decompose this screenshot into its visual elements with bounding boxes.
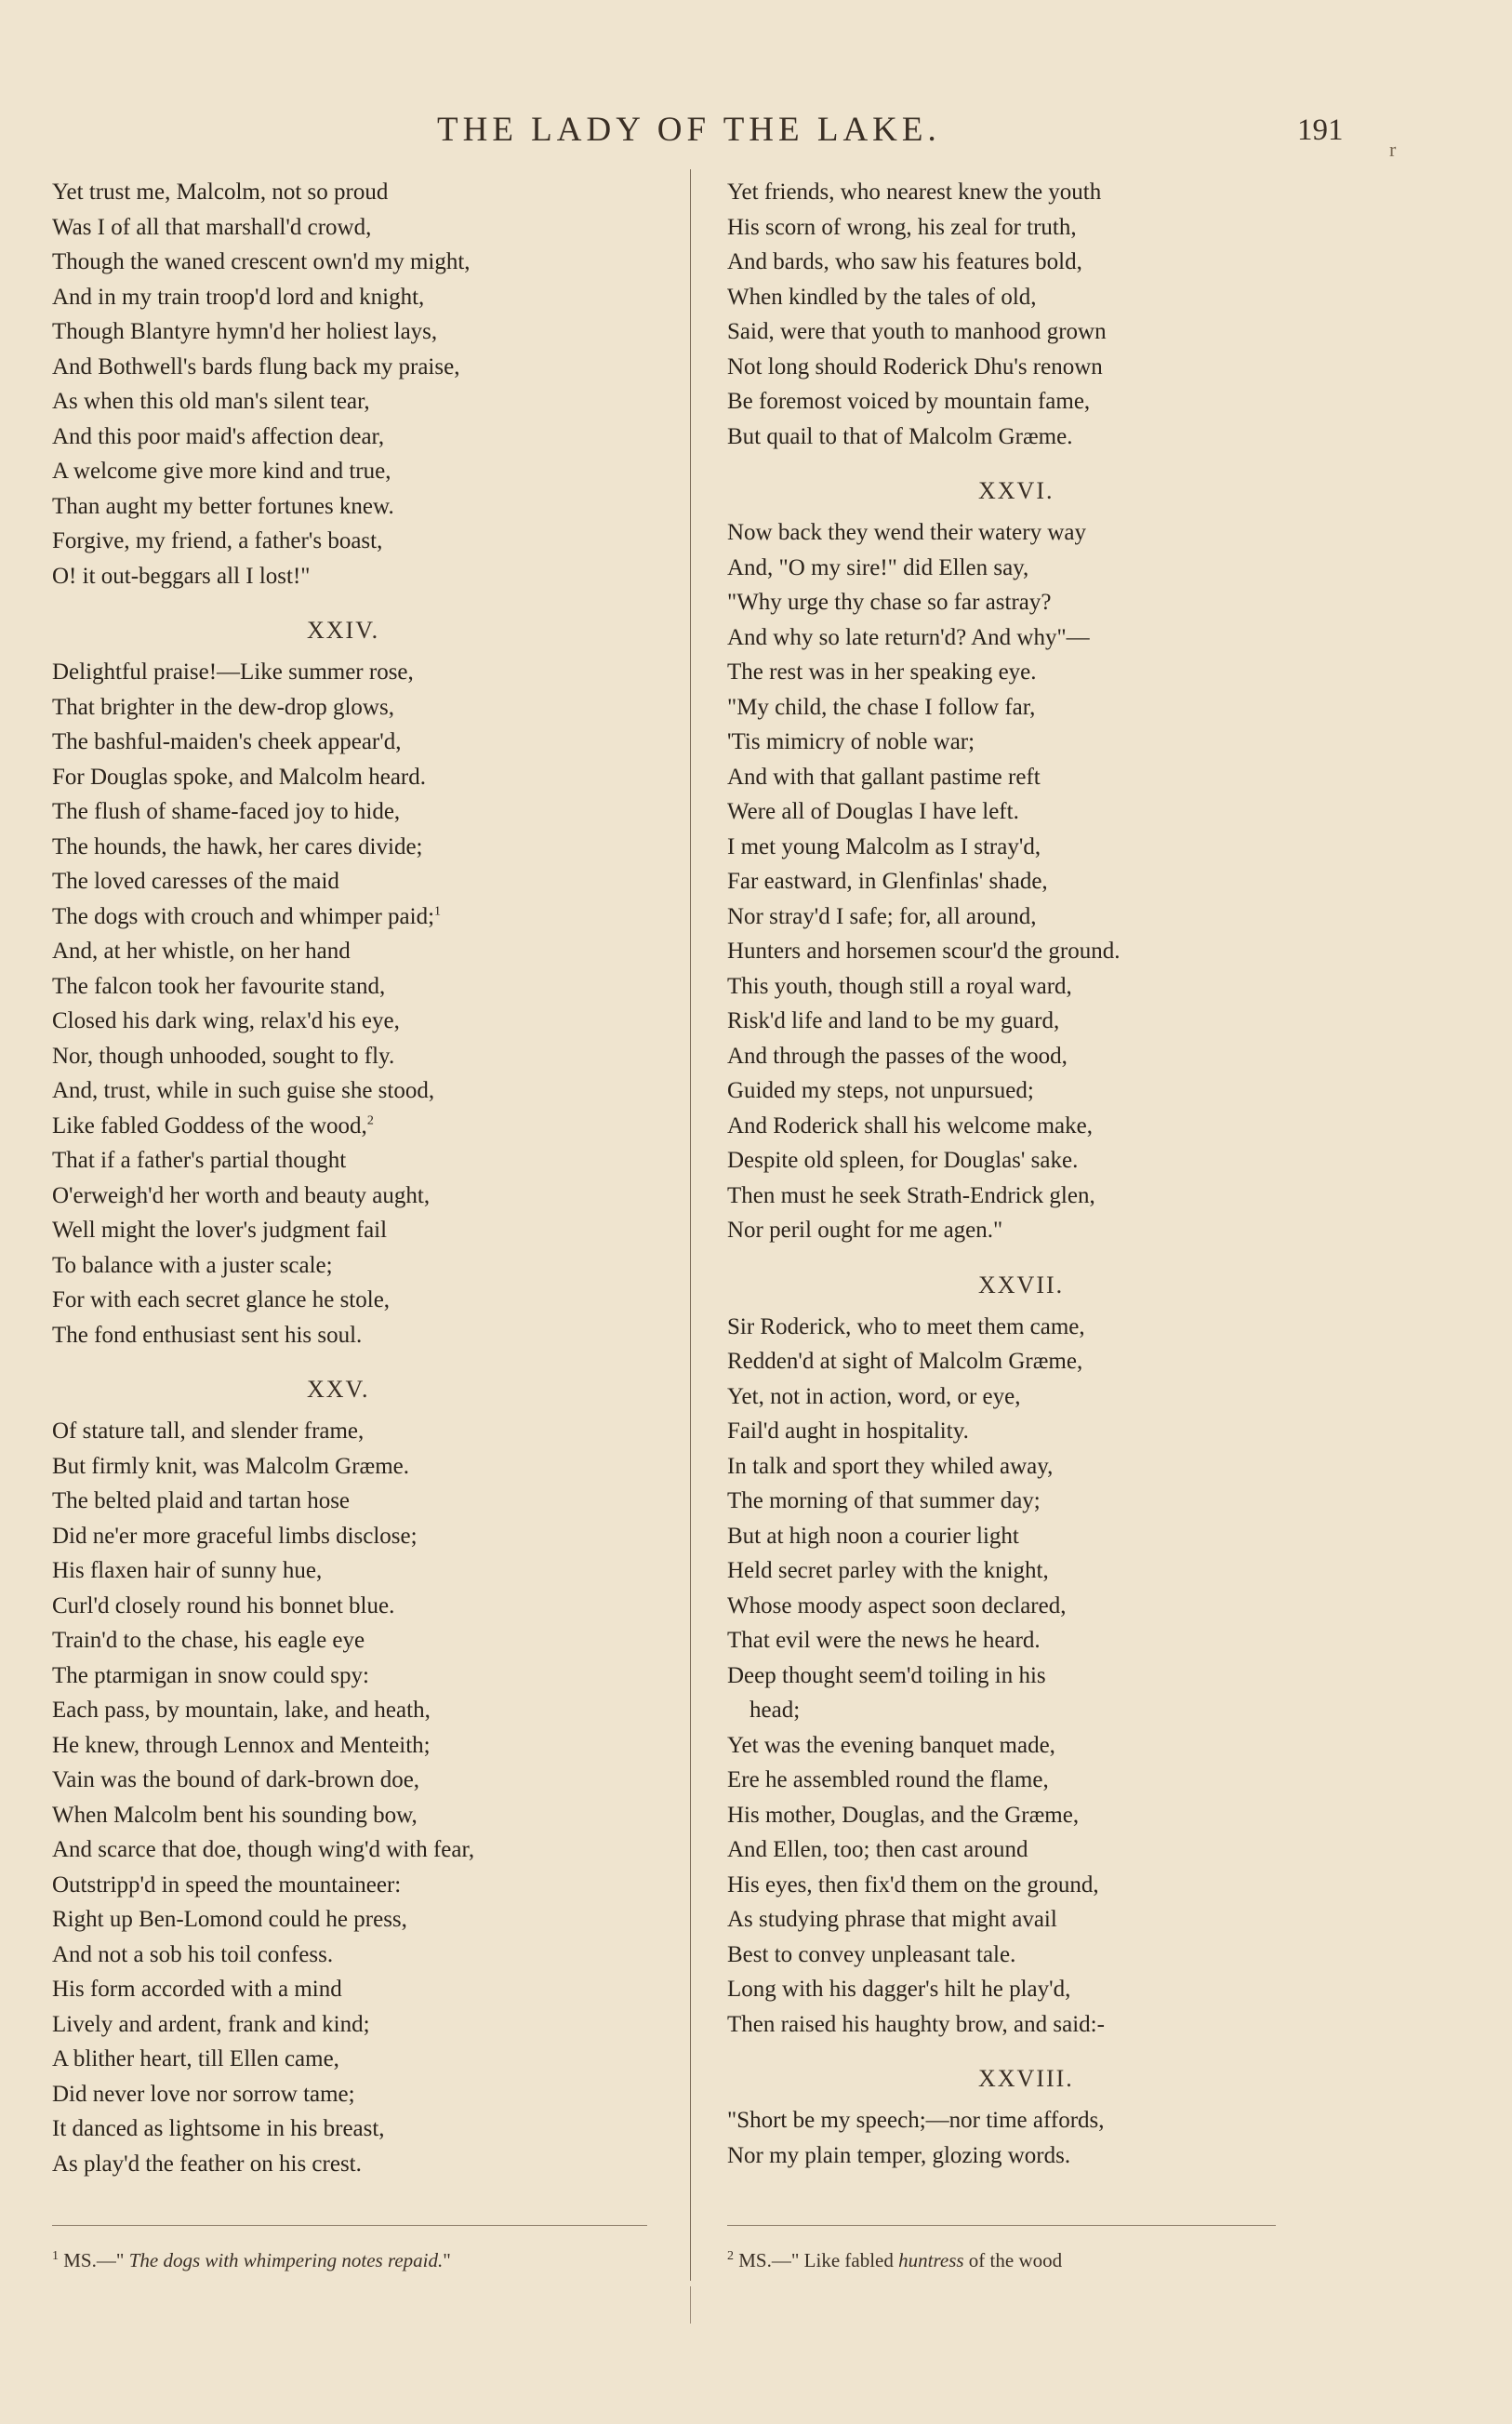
verse-line: As when this old man's silent tear, (52, 389, 370, 414)
verse-line: His flaxen hair of sunny hue, (52, 1558, 323, 1583)
verse-line: Redden'd at sight of Malcolm Græme, (727, 1349, 1083, 1374)
footnote-text: The dogs with whimpering notes repaid. (128, 2249, 444, 2271)
verse-line: The loved caresses of the maid (52, 869, 339, 894)
verse-line: Held secret parley with the knight, (727, 1558, 1049, 1583)
verse-line: The belted plaid and tartan hose (52, 1488, 351, 1513)
verse-line: Be foremost voiced by mountain fame, (727, 389, 1091, 414)
verse-line: And Ellen, too; then cast around (727, 1837, 1028, 1862)
column-divider-tail (690, 2286, 691, 2324)
verse-line: Long with his dagger's hilt he play'd, (727, 1977, 1071, 2002)
stanza-number: XXVI. (978, 477, 1054, 504)
stanza-28 (727, 2051, 1276, 2173)
verse-line: Now back they wend their watery way (727, 520, 1086, 545)
verse-line: Vain was the bound of dark-brown doe, (52, 1767, 420, 1792)
verse-line: And not a sob his toil confess. (52, 1941, 334, 1967)
footnote-marker: 2 (727, 2249, 734, 2263)
verse-line: This youth, though still a royal ward, (727, 973, 1072, 999)
running-title: THE LADY OF THE LAKE. (437, 111, 941, 149)
verse-line: I met young Malcolm as I stray'd, (727, 833, 1041, 859)
verse-line: But firmly knit, was Malcolm Græme. (52, 1453, 409, 1479)
footnote-suffix: of the wood (968, 2249, 1063, 2271)
verse-line: Deep thought seem'd toiling in his (727, 1662, 1046, 1688)
verse-line: His form accorded with a mind (52, 1977, 342, 2002)
verse-line: Best to convey unpleasant tale. (727, 1941, 1016, 1967)
verse-line: Nor stray'd I safe; for, all around, (727, 903, 1037, 929)
verse-line: A blither heart, till Ellen came, (52, 2046, 339, 2071)
verse-line: "My child, the chase I follow far, (727, 694, 1036, 720)
verse-line: And scarce that doe, though wing'd with fear, (52, 1837, 475, 1862)
verse-line: The rest was in her speaking eye. (727, 659, 1037, 685)
stanza-number: XXV. (307, 1376, 370, 1403)
verse-line: Yet, not in action, word, or eye, (727, 1383, 1021, 1409)
verse-line: Each pass, by mountain, lake, and heath, (52, 1698, 431, 1723)
verse-line: The bashful-maiden's cheek appear'd, (52, 729, 402, 754)
verse-line-with-note (52, 899, 666, 935)
right-column (727, 175, 1276, 2173)
verse-line: And, trust, while in such guise she stood, (52, 1078, 435, 1103)
footnote-2 (727, 2249, 1062, 2272)
verse-line: To balance with a juster scale; (52, 1252, 333, 1278)
verse-line: Nor my plain temper, glozing words. (727, 2142, 1071, 2168)
column-divider (690, 169, 691, 2281)
verse-line: For with each secret glance he stole, (52, 1287, 391, 1312)
verse-line: And with that gallant pastime reft (727, 764, 1041, 790)
footnote-rule-left (52, 2225, 647, 2226)
verse-line: 'Tis mimicry of noble war; (727, 729, 975, 754)
verse-line: Did never love nor sorrow tame; (52, 2081, 355, 2107)
verse-line: Whose moody aspect soon declared, (727, 1592, 1067, 1618)
verse-line: That evil were the news he heard. (727, 1628, 1041, 1653)
verse-line: Yet trust me, Malcolm, not so proud (52, 180, 389, 205)
page-header (0, 110, 1512, 161)
left-column (52, 175, 666, 2181)
verse-line: Lively and ardent, frank and kind; (52, 2011, 370, 2037)
verse-line: Well might the lover's judgment fail (52, 1218, 388, 1243)
footnote-prefix: MS.—" (63, 2249, 125, 2271)
footnote-suffix: " (443, 2249, 451, 2271)
verse-line: And why so late return'd? And why"— (727, 624, 1090, 650)
verse-line: Delightful praise!—Like summer rose, (52, 659, 414, 685)
verse-line: Closed his dark wing, relax'd his eye, (52, 1008, 400, 1033)
verse-line: And Bothwell's bards flung back my praise, (52, 353, 460, 380)
verse-line: Though Blantyre hymn'd her holiest lays, (52, 319, 438, 344)
stanza-number: XXVII. (978, 1271, 1065, 1299)
verse-text: The dogs with crouch and whimper paid; (52, 903, 435, 929)
verse-line: And, at her whistle, on her hand (52, 939, 351, 964)
verse-line: Fail'd aught in hospitality. (727, 1418, 969, 1444)
verse-line: O'erweigh'd her worth and beauty aught, (52, 1182, 431, 1208)
stanza-26 (727, 463, 1276, 1248)
verse-line: Right up Ben-Lomond could he press, (52, 1907, 407, 1932)
verse-line: Not long should Roderick Dhu's renown (727, 353, 1103, 380)
stanza-27 (727, 1258, 1276, 2043)
verse-line: Far eastward, in Glenfinlas' shade, (727, 869, 1048, 894)
stanza-25-ending (727, 175, 1276, 454)
verse-line: The flush of shame-faced joy to hide, (52, 799, 401, 824)
verse-line-continuation: head; (749, 1698, 801, 1723)
verse-line: Nor peril ought for me agen." (727, 1218, 1003, 1243)
verse-line: Were all of Douglas I have left. (727, 799, 1019, 824)
verse-line: Then raised his haughty brow, and said:- (727, 2011, 1105, 2037)
verse-line: Nor, though unhooded, sought to fly. (52, 1043, 395, 1069)
verse-line: Despite old spleen, for Douglas' sake. (727, 1148, 1079, 1173)
verse-line: He knew, through Lennox and Menteith; (52, 1732, 431, 1758)
page-number: 191 (1297, 113, 1344, 147)
stanza-number: XXVIII. (978, 2065, 1074, 2092)
verse-line: O! it out-beggars all I lost!" (52, 563, 311, 589)
verse-line: Curl'd closely round his bonnet blue. (52, 1592, 395, 1618)
verse-text: Like fabled Goddess of the wood, (52, 1112, 367, 1139)
stanza-number: XXIV. (307, 617, 380, 644)
verse-line: "Why urge thy chase so far astray? (727, 590, 1052, 615)
verse-line: That if a father's partial thought (52, 1148, 347, 1173)
verse-line: That brighter in the dew-drop glows, (52, 694, 394, 720)
verse-line: And bards, who saw his features bold, (727, 249, 1082, 274)
verse-line: The ptarmigan in snow could spy: (52, 1662, 369, 1688)
verse-line: And in my train troop'd lord and knight, (52, 284, 425, 310)
verse-line: As play'd the feather on his crest. (52, 2151, 362, 2177)
verse-line: Ere he assembled round the flame, (727, 1767, 1049, 1792)
footnote-reference[interactable]: 2 (366, 1113, 374, 1128)
verse-line: Though the waned crescent own'd my might, (52, 249, 471, 274)
verse-line: And, "O my sire!" did Ellen say, (727, 554, 1029, 580)
verse-line: For Douglas spoke, and Malcolm heard. (52, 764, 427, 790)
footnote-prefix: MS.—" Like fabled (738, 2249, 894, 2271)
verse-line: And this poor maid's affection dear, (52, 423, 385, 449)
verse-line-with-note (52, 1109, 666, 1144)
verse-line: Of stature tall, and slender frame, (52, 1418, 365, 1444)
verse-line: Yet friends, who nearest knew the youth (727, 180, 1102, 205)
stanza-24 (52, 603, 666, 1352)
stanza-23-ending (52, 175, 666, 593)
verse-line: Did ne'er more graceful limbs disclose; (52, 1523, 418, 1549)
verse-line: Hunters and horsemen scour'd the ground. (727, 939, 1121, 964)
verse-line: Yet was the evening banquet made, (727, 1732, 1055, 1758)
verse-line: It danced as lightsome in his breast, (52, 2116, 385, 2141)
verse-line: And through the passes of the wood, (727, 1043, 1068, 1069)
verse-line: When Malcolm bent his sounding bow, (52, 1802, 418, 1828)
verse-line: Guided my steps, not unpursued; (727, 1078, 1034, 1103)
verse-line: His scorn of wrong, his zeal for truth, (727, 214, 1077, 240)
verse-line: Risk'd life and land to be my guard, (727, 1008, 1060, 1033)
stanza-25 (52, 1362, 666, 2181)
footnote-italic: huntress (898, 2249, 964, 2271)
verse-line: When kindled by the tales of old, (727, 284, 1037, 310)
verse-line: The fond enthusiast sent his soul. (52, 1322, 363, 1348)
verse-line: His mother, Douglas, and the Græme, (727, 1802, 1080, 1828)
footnote-1 (52, 2249, 451, 2272)
verse-line: Train'd to the chase, his eagle eye (52, 1628, 365, 1653)
verse-line: In talk and sport they whiled away, (727, 1453, 1054, 1479)
verse-line: Sir Roderick, who to meet them came, (727, 1313, 1085, 1339)
verse-line: The falcon took her favourite stand, (52, 973, 386, 999)
verse-line: The morning of that summer day; (727, 1488, 1041, 1513)
verse-line: Outstripp'd in speed the mountaineer: (52, 1871, 402, 1898)
verse-line: Said, were that youth to manhood grown (727, 319, 1107, 344)
verse-line: But quail to that of Malcolm Græme. (727, 423, 1073, 449)
verse-line: Was I of all that marshall'd crowd, (52, 214, 372, 240)
verse-line: His eyes, then fix'd them on the ground, (727, 1871, 1099, 1898)
verse-line: As studying phrase that might avail (727, 1907, 1057, 1932)
footnote-marker: 1 (52, 2249, 59, 2263)
verse-line: Forgive, my friend, a father's boast, (52, 528, 383, 553)
verse-line: The hounds, the hawk, her cares divide; (52, 833, 423, 859)
footnote-reference[interactable]: 1 (434, 904, 442, 919)
verse-line: But at high noon a courier light (727, 1523, 1019, 1549)
verse-line: Than aught my better fortunes knew. (52, 493, 394, 519)
verse-line: And Roderick shall his welcome make, (727, 1112, 1093, 1139)
verse-line: "Short be my speech;—nor time affords, (727, 2108, 1105, 2133)
corner-mark: r (1389, 138, 1397, 161)
verse-line: A welcome give more kind and true, (52, 459, 391, 484)
verse-line: Then must he seek Strath-Endrick glen, (727, 1182, 1095, 1208)
footnote-rule-right (727, 2225, 1276, 2226)
